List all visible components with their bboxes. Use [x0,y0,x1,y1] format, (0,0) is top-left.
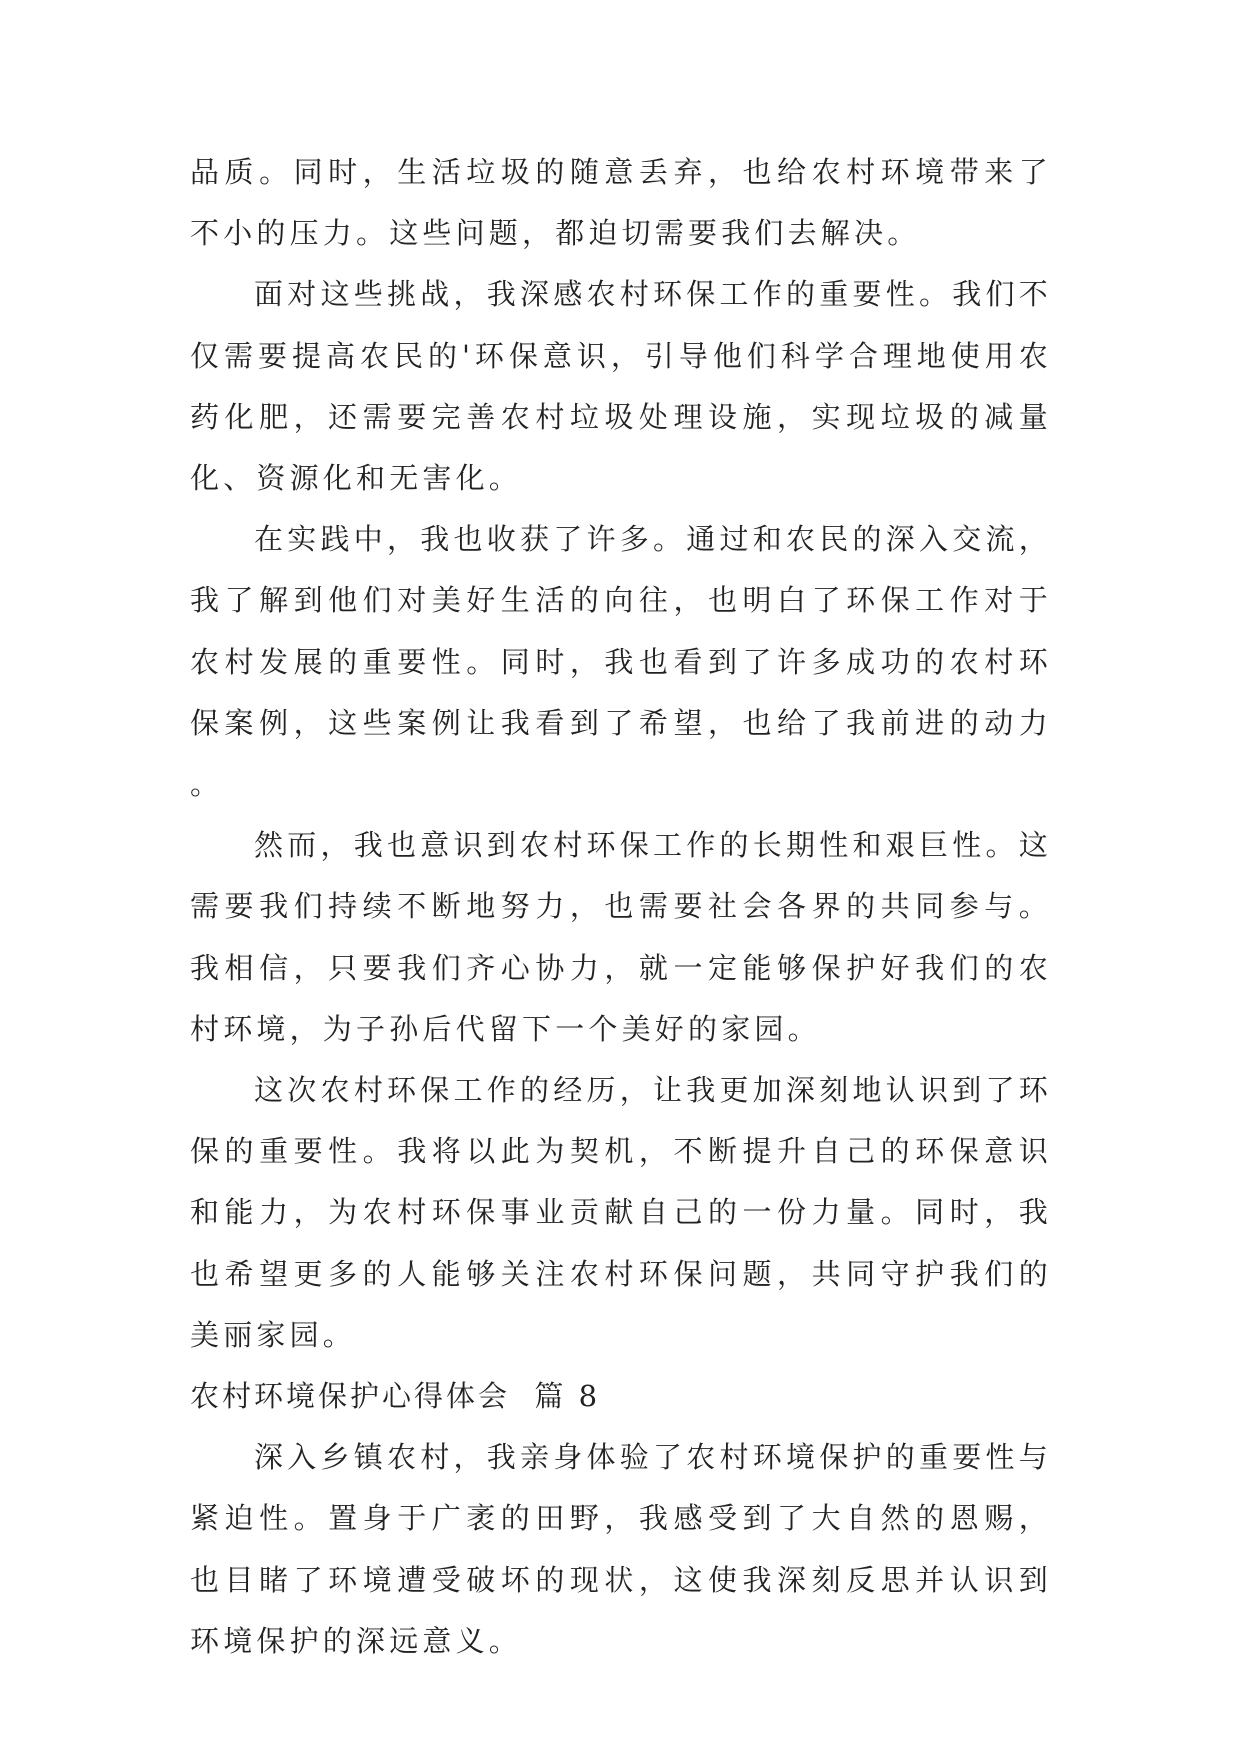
section-heading: 农村环境保护心得体会 篇 8 [190,1379,601,1414]
paragraph-2: 面对这些挑战，我深感农村环保工作的重要性。我们不仅需要提高农民的'环保意识，引导他们科学合理地使用农药化肥，还需要完善农村垃圾处理设施，实现垃圾的减量化、资源化和无害化。 [190,277,1052,496]
paragraph-3: 在实践中，我也收获了许多。通过和农民的深入交流，我了解到他们对美好生活的向往，也明白了环保工作对于农村发展的重要性。同时，我也看到了许多成功的农村环保案例，这些案例让我看到了希望，也给了我前进的动力。 [190,522,1052,802]
paragraph-5: 这次农村环保工作的经历，让我更加深刻地认识到了环保的重要性。我将以此为契机，不断提升自己的环保意识和能力，为农村环保事业贡献自己的一份力量。同时，我也希望更多的人能够关注农村环保问题，共同守护我们的美丽家园。 [190,1073,1052,1352]
document-body [190,142,1052,1672]
paragraph-6: 深入乡镇农村，我亲身体验了农村环境保护的重要性与紧迫性。置身于广袤的田野，我感受到了大自然的恩赐，也目睹了环境遭受破坏的现状，这使我深刻反思并认识到环境保护的深远意义。 [190,1440,1052,1658]
paragraph-4: 然而，我也意识到农村环保工作的长期性和艰巨性。这需要我们持续不断地努力，也需要社会各界的共同参与。我相信，只要我们齐心协力，就一定能够保护好我们的农村环境，为子孙后代留下一个美好的家园。 [190,828,1052,1046]
paragraph-1: 品质。同时，生活垃圾的随意丢弃，也给农村环境带来了不小的压力。这些问题，都迫切需要我们去解决。 [190,155,1052,251]
